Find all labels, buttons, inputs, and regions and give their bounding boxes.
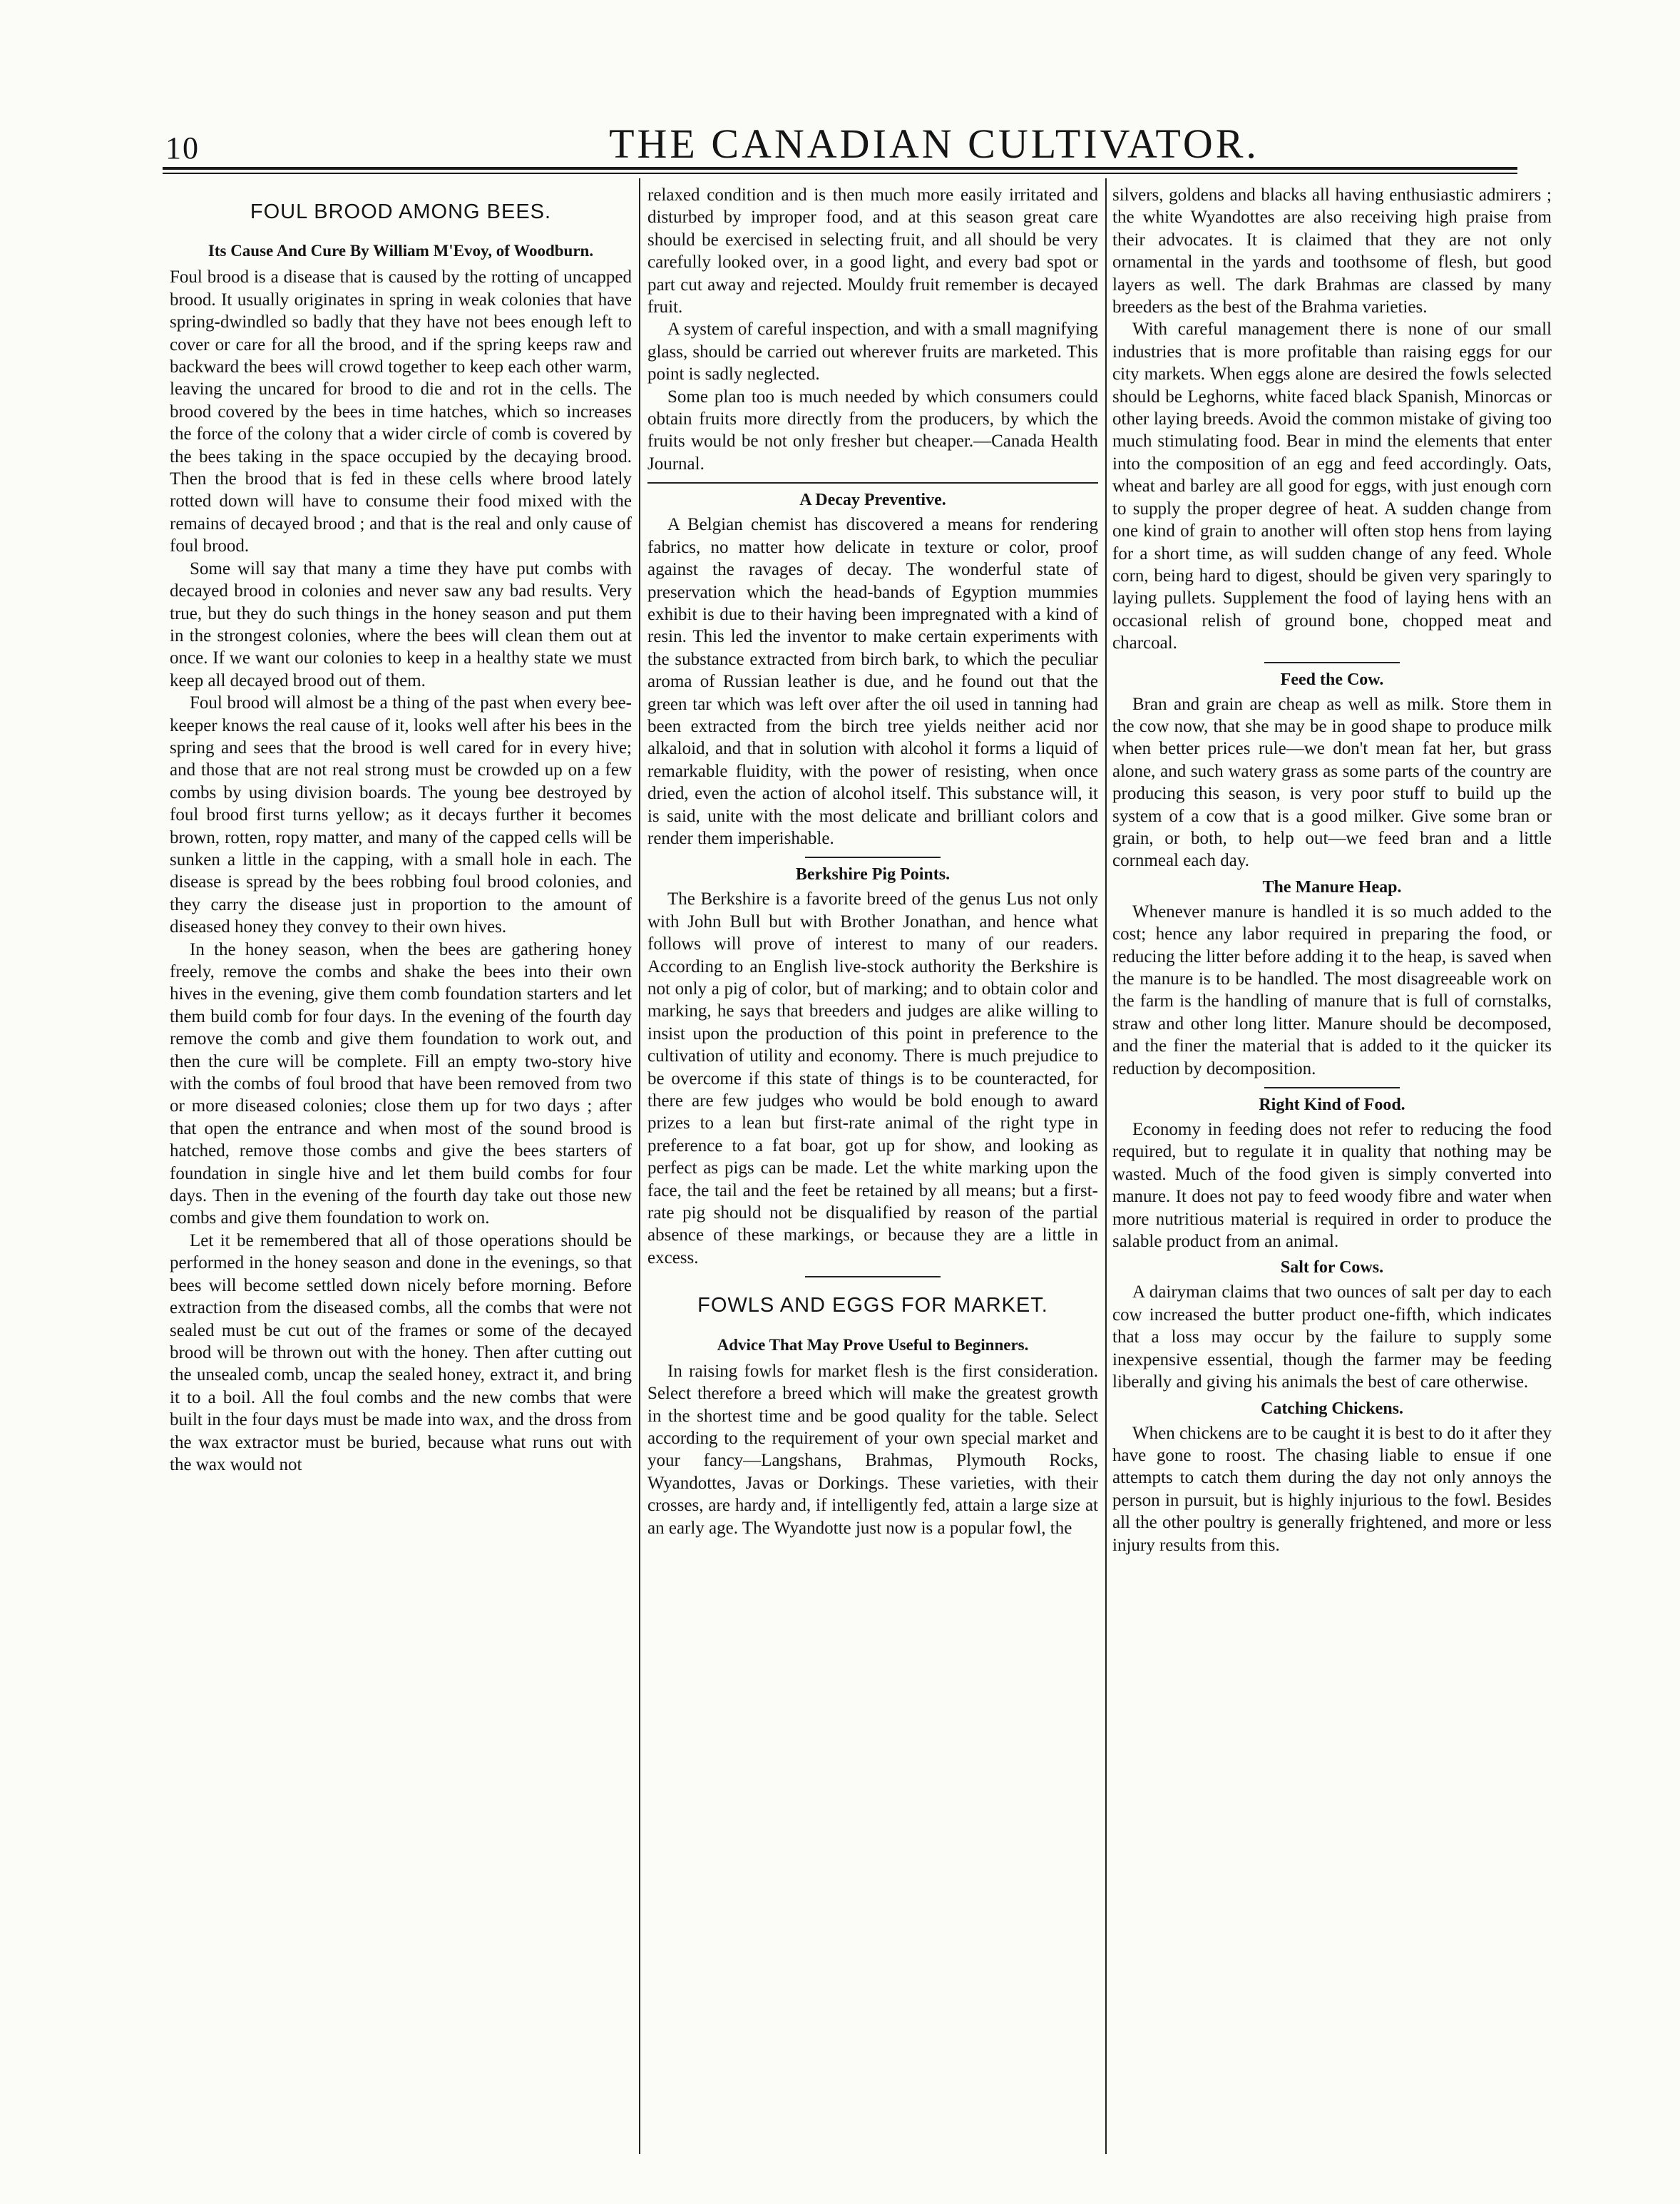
paragraph: Foul brood is a disease that is caused by the rotting of uncapped brood. It usually originates in spring in weak colonies that have spring-dwindled so badly that they have not bees enough left to cover or care for all the brood, and if the spring keeps raw and backward the bees will crowd together to keep each other warm, leaving the uncared for brood to die and rot in the cells. The brood covered by the bees in time hatches, which so increases the force of the colony that a wider circle of comb is covered by the bees taking in the space occupied by the decaying brood. Then the brood that is fed in these cells where brood lately rotted down will have to consume their food mixed with the remains of decayed brood ; and that is the real and only cause of foul brood. (170, 267, 632, 556)
paragraph: silvers, goldens and blacks all having enthusiastic admirers ; the white Wyandottes are also receiving high praise from their advocates. It is claimed that they are not only ornamental in the yards and toothsome of flesh, but good layers as well. The dark Brahmas are classed by many breeders as the best of the Brahma varieties. (1112, 185, 1552, 317)
paragraph: In the honey season, when the bees are gathering honey freely, remove the combs and shake the bees into their own hives in the evening, give them comb foundation starters and let them build comb for four days. In the evening of the fourth day remove the comb and give them foundation to work out, and then the cure will be complete. Fill an empty two-story hive with the combs of foul brood that have been removed from two or more diseased colonies; close them up for two days ; after that open the entrance and when most of the sound brood is hatched, remove those combs and give the bees starters of foundation in single hive and let them build combs for four days. Then in the evening of the fourth day take out those new combs and give them foundation to work on. (170, 939, 632, 1228)
paragraph: Foul brood will almost be a thing of the past when every bee-keeper knows the real cause of it, looks well after his bees in the spring and sees that the brood is well cared for in every hive; and those that are not real strong must be crowded up on a few combs by using division boards. The young bee destroyed by foul brood first turns yellow; as it decays further it becomes brown, rotten, ropy matter, and many of the capped cells will be sunken a little in the capping, with a small hole in each. The disease is spread by the bees robbing foul brood colonies, and they carry the disease just in proportion to the amount of diseased honey they convey to their own hives. (170, 693, 632, 937)
article-byline: Its Cause And Cure By William M'Evoy, of Woodburn. (208, 242, 594, 260)
section-heading: Right Kind of Food. (1259, 1096, 1405, 1115)
paragraph: The Berkshire is a favorite breed of the genus Lus not only with John Bull but with Brother Jonathan, and hence what follows will prove of interest to many of our readers. According to an English live-stock authority the Berkshire is not only a pig of color, but of marking; and to obtain color and marking, he says that breeders and judges are alike willing to insist upon the production of this point in preference to the cultivation of utility and economy. There is much prejudice to be overcome if this state of things is to be counteracted, for there are few judges who would be bold enough to award prizes to a lean but first-rate animal of the right type in preference to a fat boar, got up for show, and looking as perfect as pigs can be made. Let the white marking upon the face, the tail and the feet be retained by all means; but a first-rate pig should not be disqualified by reason of the partial absence of these markings, or because they are a little in excess. (647, 889, 1098, 1267)
section-rule (805, 1276, 941, 1277)
section-rule (647, 482, 1098, 484)
paragraph: A Belgian chemist has discovered a means for rendering fabrics, no matter how delicate in texture or color, proof against the ravages of decay. The wonderful state of preservation which the head-bands of Egyption mummies exhibit is due to their having been impregnated with a kind of resin. This led the inventor to make certain experiments with the substance extracted from birch bark, to which the peculiar aroma of Russian leather is due, and he found out that the green tar which was left over after the oil used in tanning had been extracted from the birch tree yields neither acid nor alkaloid, and that in solution with alcohol it forms a liquid of remarkable fluidity, with the power of resisting, when once dried, even the action of alcohol itself. This substance will, it is said, unite with the most delicate and brilliant colors and render them imperishable. (647, 515, 1098, 848)
paragraph: Let it be remembered that all of those operations should be performed in the honey season and done in the evenings, so that bees will become settled down nicely before morning. Before extraction from the diseased combs, all the combs that were not sealed must be cut out of the frames or some of the decayed brood will be thrown out with the honey. Then after cutting out the unsealed comb, uncap the sealed honey, extract it, and bring it to a boil. All the foul combs and the new combs that were built in the four days must be made into wax, and the dross from the wax extractor must be buried, because what runs out with the wax would not (170, 1230, 632, 1474)
column-2 (647, 184, 1098, 2160)
section-rule (1264, 1087, 1400, 1088)
paragraph: relaxed condition and is then much more easily irritated and disturbed by improper food, and at this season great care should be exercised in selecting fruit, and all should be very carefully looked over, in a good light, and every bad spot or part cut away and rejected. Mouldy fruit remember is decayed fruit. (647, 185, 1098, 317)
column-3 (1112, 184, 1552, 2160)
header-rule-thin (163, 173, 1517, 174)
paragraph: In raising fowls for market flesh is the first consideration. Select therefore a breed which will make the greatest growth in the shortest time and be good quality for the table. Select according to the requirement of your own special market and your fancy—Langshans, Brahmas, Plymouth Rocks, Wyandottes, Javas or Dorkings. These varieties, with their crosses, are hardy and, if intelligently fed, attain a large size at an early age. The Wyandotte just now is a popular fowl, the (647, 1361, 1098, 1538)
publication-title: THE CANADIAN CULTIVATOR. (609, 121, 1259, 167)
section-heading: A Decay Preventive. (799, 491, 946, 510)
section-heading: The Manure Heap. (1262, 877, 1402, 897)
paragraph: Some plan too is much needed by which consumers could obtain fruits more directly from the producers, by which the fruits would be not only fresher but cheaper.—Canada Health Journal. (647, 387, 1098, 474)
section-rule (805, 857, 941, 858)
section-heading: Catching Chickens. (1260, 1399, 1404, 1418)
header-rule (163, 167, 1517, 170)
paragraph: With careful management there is none of our small industries that is more profitable than raising eggs for our city markets. When eggs alone are desired the fowls selected should be Leghorns, white faced black Spanish, Minorcas or other laying breeds. Avoid the common mistake of giving too much stimulating food. Bear in mind the elements that enter into the composition of an egg and feed accordingly. Oats, wheat and barley are all good for eggs, with just enough corn to supply the proper degree of heat. A sudden change from one kind of grain to another will often stop hens from laying for a short time, as will sudden change of any feed. Whole corn, being hard to digest, should be given very sparingly to laying pullets. Supplement the food of laying hens with an occasional relish of ground bone, chopped meat and charcoal. (1112, 320, 1552, 653)
column-1 (170, 184, 632, 2160)
article-byline: Advice That May Prove Useful to Beginners. (717, 1335, 1029, 1354)
paragraph: Some will say that many a time they have put combs with decayed brood in colonies and never saw any bad results. Very true, but they do such things in the honey season and put them in the strongest colonies, where the bees will clean them out at once. If we want our colonies to keep in a healthy state we must keep all decayed brood out of them. (170, 558, 632, 690)
article-title: FOUL BROOD AMONG BEES. (250, 200, 552, 223)
paragraph: Bran and grain are cheap as well as milk. Store them in the cow now, that she may be in good shape to produce milk when better prices rule—we don't mean fat her, but grass alone, and such watery grass as some parts of the country are producing this season, is very poor stuff to build up the system of a cow that is a good milker. Give some bran or grain, or both, to help out—we feed bran and a little cornmeal each day. (1112, 694, 1552, 871)
paragraph: A dairyman claims that two ounces of salt per day to each cow increased the butter product one-fifth, which indicates that a loss may occur by the failure to supply some inexpensive essential, though the farmer may be feeding liberally and giving his animals the best of care otherwise. (1112, 1282, 1552, 1392)
page-number: 10 (165, 131, 200, 165)
section-heading: Salt for Cows. (1280, 1258, 1384, 1277)
paragraph: Economy in feeding does not refer to reducing the food required, but to regulate it in quality that nothing may be wasted. Much of the food given is simply converted into manure. It does not pay to feed woody fibre and water when more nutritious material is required in order to produce the salable product from an animal. (1112, 1120, 1552, 1252)
section-heading: Berkshire Pig Points. (795, 865, 951, 884)
column-divider (1105, 178, 1107, 2154)
article-title: FOWLS AND EGGS FOR MARKET. (697, 1294, 1048, 1317)
section-rule (1264, 662, 1400, 663)
paragraph: Whenever manure is handled it is so much added to the cost; hence any labor required in preparing the food, or reducing the litter before adding it to the heap, is saved when the manure is to be handled. The most disagreeable work on the farm is the handling of manure that is full of cornstalks, straw and other long litter. Manure should be decomposed, and the finer the material that is added to it the quicker its reduction by decomposition. (1112, 902, 1552, 1078)
section-heading: Feed the Cow. (1280, 670, 1384, 689)
paragraph: A system of careful inspection, and with a small magnifying glass, should be carried out wherever fruits are marketed. This point is sadly neglected. (647, 320, 1098, 384)
paragraph: When chickens are to be caught it is best to do it after they have gone to roost. The chasing liable to ensue if one attempts to catch them during the day not only annoys the person in pursuit, but is highly injurious to the fowl. Besides all the other poultry is generally frightened, and more or less injury results from this. (1112, 1423, 1552, 1555)
column-divider (639, 178, 640, 2154)
